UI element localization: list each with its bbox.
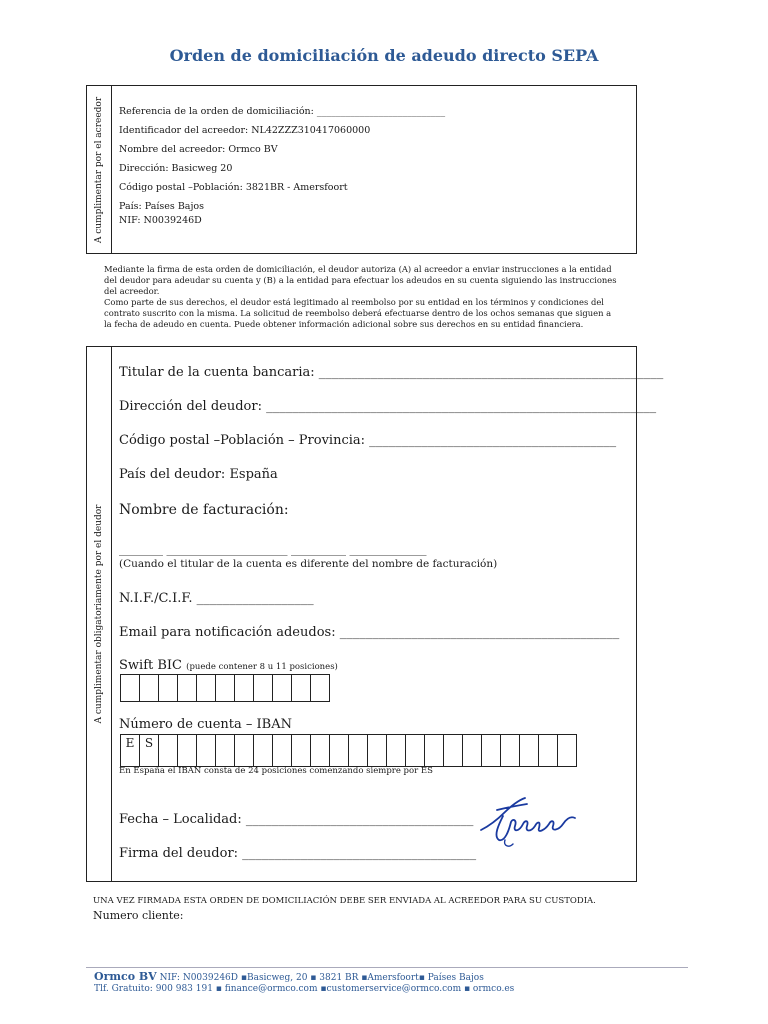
iban-cell[interactable] xyxy=(254,735,273,766)
debtor-side-panel xyxy=(87,347,112,881)
swift-cell[interactable] xyxy=(216,675,235,701)
iban-cell[interactable] xyxy=(330,735,349,766)
creditor-name: Nombre del acreedor: Ormco BV xyxy=(119,144,278,155)
debtor-signature-field[interactable]: Firma del deudor: ____________________________________ xyxy=(119,846,477,861)
swift-cell[interactable] xyxy=(121,675,140,701)
footer-brand: Ormco BV xyxy=(94,970,157,983)
iban-cell[interactable] xyxy=(482,735,501,766)
iban-note: En España el IBAN consta de 24 posiciones comenzando siempre por ES xyxy=(119,766,433,776)
billing-name-note: (Cuando el titular de la cuenta es diferente del nombre de facturación) xyxy=(119,558,498,570)
swift-bic-label xyxy=(119,658,338,673)
intro-line: contrato suscrito con la misma. La solicitud de reembolso deberá efectuarse dentro de los ochos semanas que siguen a xyxy=(104,307,612,318)
intro-line: del deudor para adeudar su cuenta y (B) a la entidad para efectuar los adeudos en su cuenta siguiendo las instrucciones xyxy=(104,274,617,285)
swift-cell[interactable] xyxy=(292,675,311,701)
date-place-field[interactable]: Fecha – Localidad: ___________________________________ xyxy=(119,812,474,827)
iban-cell[interactable] xyxy=(539,735,558,766)
creditor-reference[interactable]: Referencia de la orden de domiciliación: ___________________________ xyxy=(119,106,446,117)
account-holder-field[interactable]: Titular de la cuenta bancaria: _____________________________________________________ xyxy=(119,365,664,380)
iban-cell[interactable] xyxy=(216,735,235,766)
iban-label: Número de cuenta – IBAN xyxy=(119,717,292,732)
iban-cell[interactable] xyxy=(558,735,576,766)
swift-cell[interactable] xyxy=(254,675,273,701)
iban-cell[interactable] xyxy=(463,735,482,766)
iban-cell[interactable] xyxy=(178,735,197,766)
creditor-address: Dirección: Basicweg 20 xyxy=(119,163,233,174)
swift-cell[interactable] xyxy=(197,675,216,701)
swift-cell[interactable] xyxy=(273,675,292,701)
creditor-postal: Código postal –Población: 3821BR - Amersfoort xyxy=(119,182,348,193)
swift-cell[interactable] xyxy=(235,675,254,701)
swift-cell[interactable] xyxy=(140,675,159,701)
iban-boxes[interactable] xyxy=(120,734,577,767)
creditor-side-panel xyxy=(87,86,112,253)
client-number-field[interactable]: Numero cliente: xyxy=(93,909,184,922)
swift-cell[interactable] xyxy=(178,675,197,701)
iban-cell[interactable] xyxy=(368,735,387,766)
iban-cell[interactable] xyxy=(425,735,444,766)
footer-address: NIF: N0039246D ▪Basicweg, 20 ▪ 3821 BR ▪Amersfoort▪ Países Bajos xyxy=(156,973,484,983)
nif-cif-field[interactable]: N.I.F./C.I.F. __________________ xyxy=(119,591,314,606)
creditor-nif: NIF: N0039246D xyxy=(119,215,202,226)
iban-cell[interactable] xyxy=(235,735,254,766)
swift-bic-boxes[interactable] xyxy=(120,674,330,702)
footer-contact: Tlf. Gratuito: 900 983 191 ▪ finance@ormco.com ▪customerservice@ormco.com ▪ ormco.es xyxy=(94,984,515,994)
iban-cell[interactable] xyxy=(387,735,406,766)
billing-name-label: Nombre de facturación: xyxy=(119,502,289,518)
creditor-identifier: Identificador del acreedor: NL42ZZZ310417060000 xyxy=(119,125,371,136)
email-notification-field[interactable]: Email para notificación adeudos: ___________________________________________ xyxy=(119,625,620,640)
billing-name-field[interactable]: ________ ______________________ __________ ______________ xyxy=(119,543,427,556)
intro-line: Como parte de sus derechos, el deudor está legitimado al reembolso por su entidad en los términos y condiciones del xyxy=(104,296,604,307)
iban-cell: E xyxy=(121,735,140,766)
debtor-country: País del deudor: España xyxy=(119,467,278,482)
creditor-box xyxy=(86,85,637,254)
swift-cell[interactable] xyxy=(311,675,329,701)
debtor-side-label: A cumplimentar obligatoriamente por el deudor xyxy=(94,504,104,724)
swift-label-text: Swift BIC xyxy=(119,658,182,673)
iban-cell: S xyxy=(140,735,159,766)
mandate-intro-text xyxy=(104,264,636,329)
debtor-address-field[interactable]: Dirección del deudor: ____________________________________________________________ xyxy=(119,399,657,414)
footer-line-1 xyxy=(94,970,484,983)
iban-cell[interactable] xyxy=(501,735,520,766)
page-title: Orden de domiciliación de adeudo directo SEPA xyxy=(169,46,599,65)
creditor-country: País: Países Bajos xyxy=(119,201,205,212)
footer-divider xyxy=(86,967,688,968)
iban-cell[interactable] xyxy=(520,735,539,766)
creditor-side-label: A cumplimentar por el acreedor xyxy=(94,96,104,243)
swift-hint: (puede contener 8 u 11 posiciones) xyxy=(186,662,338,672)
iban-cell[interactable] xyxy=(292,735,311,766)
swift-cell[interactable] xyxy=(159,675,178,701)
postal-city-province-field[interactable]: Código postal –Población – Provincia: ______________________________________ xyxy=(119,433,617,448)
iban-cell[interactable] xyxy=(159,735,178,766)
iban-cell[interactable] xyxy=(273,735,292,766)
intro-line: la fecha de adeudo en cuenta. Puede obtener información adicional sobre sus derechos en su entidad financiera. xyxy=(104,318,584,329)
iban-cell[interactable] xyxy=(444,735,463,766)
custody-note: UNA VEZ FIRMADA ESTA ORDEN DE DOMICILIACIÓN DEBE SER ENVIADA AL ACREEDOR PARA SU CUSTODIA. xyxy=(93,896,596,906)
iban-cell[interactable] xyxy=(406,735,425,766)
iban-cell[interactable] xyxy=(311,735,330,766)
iban-cell[interactable] xyxy=(197,735,216,766)
iban-cell[interactable] xyxy=(349,735,368,766)
intro-line: Mediante la firma de esta orden de domiciliación, el deudor autoriza (A) al acreedor a enviar instrucciones a la entidad xyxy=(104,264,612,274)
intro-line: del acreedor. xyxy=(104,285,160,296)
handwritten-signature xyxy=(475,790,585,852)
